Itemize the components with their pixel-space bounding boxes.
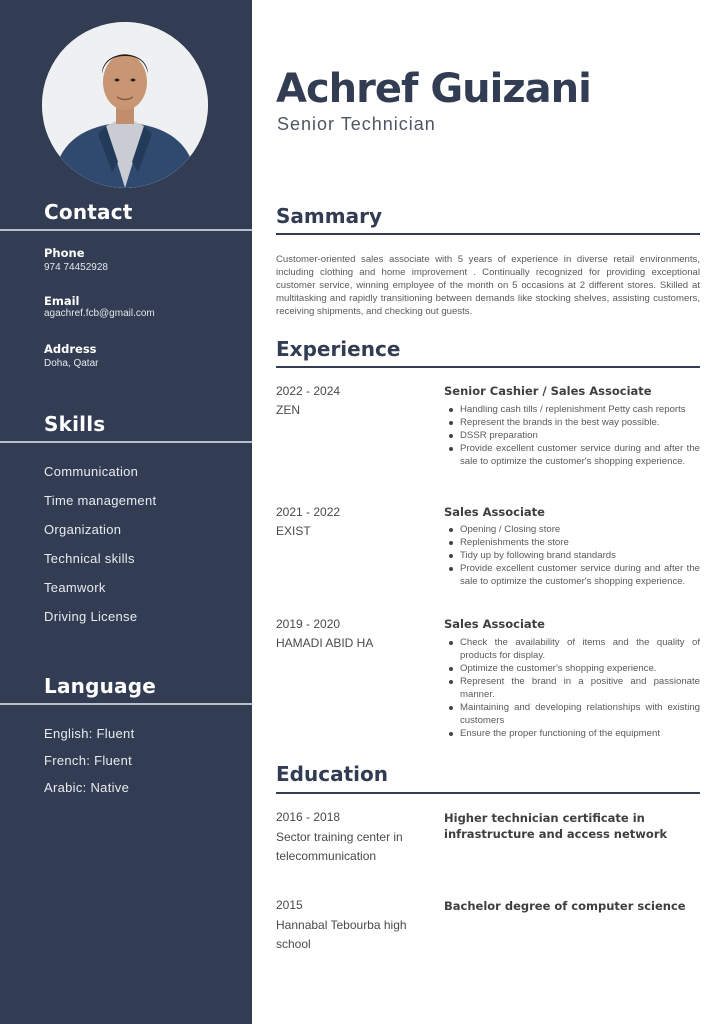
address-value: Doha, Qatar: [44, 358, 99, 369]
job-company: ZEN: [276, 403, 300, 417]
job-dates: 2022 - 2024: [276, 384, 341, 398]
skill-item: Organization: [44, 522, 122, 537]
bullet-item: Represent the brands in the best way possible.: [444, 416, 700, 429]
job-company: EXIST: [276, 524, 311, 538]
language-item: French: Fluent: [44, 753, 133, 768]
candidate-title: Senior Technician: [277, 114, 436, 134]
education-dates: 2015: [276, 898, 303, 912]
skill-item: Time management: [44, 493, 157, 508]
bullet-item: Replenishments the store: [444, 536, 700, 549]
skill-item: Teamwork: [44, 580, 106, 595]
bullet-item: Opening / Closing store: [444, 523, 700, 536]
skill-item: Technical skills: [44, 551, 135, 566]
phone-label: Phone: [44, 246, 85, 260]
job-bullets: [444, 636, 700, 740]
email-label: Email: [44, 294, 80, 308]
education-degree: Higher technician certificate in infrastructure and access network: [444, 811, 668, 841]
bullet-item: Maintaining and developing relationships with existing customers: [444, 701, 700, 727]
contact-divider: [0, 229, 252, 231]
address-label: Address: [44, 342, 97, 356]
skills-list: [44, 464, 156, 624]
language-divider: [0, 703, 252, 705]
job-dates: 2019 - 2020: [276, 617, 341, 631]
profile-photo-image: [42, 22, 208, 188]
language-item: Arabic: Native: [44, 780, 130, 795]
summary-heading: Sammary: [276, 204, 382, 228]
skills-divider: [0, 441, 252, 443]
job-role: Senior Cashier / Sales Associate: [444, 384, 652, 398]
skills-heading: Skills: [44, 412, 106, 436]
email-value: agachref.fcb@gmail.com: [44, 308, 155, 319]
job-dates: 2021 - 2022: [276, 505, 341, 519]
job-bullets: [444, 523, 700, 588]
education-dates: 2016 - 2018: [276, 810, 341, 824]
education-divider: [276, 792, 700, 794]
profile-photo: [42, 22, 208, 188]
bullet-item: Ensure the proper functioning of the equipment: [444, 727, 700, 740]
bullet-item: DSSR preparation: [444, 429, 700, 442]
bullet-item: Represent the brand in a positive and passionate manner.: [444, 675, 700, 701]
bullet-item: Tidy up by following brand standards: [444, 549, 700, 562]
summary-divider: [276, 233, 700, 235]
language-list: [44, 726, 135, 795]
language-heading: Language: [44, 674, 157, 698]
sidebar: [0, 0, 252, 1024]
experience-heading: Experience: [276, 337, 401, 361]
skill-item: Driving License: [44, 609, 138, 624]
education-heading: Education: [276, 762, 388, 786]
bullet-item: Provide excellent customer service during and after the sale to optimize the customer's shopping experience.: [444, 562, 700, 588]
job-role: Sales Associate: [444, 617, 545, 631]
bullet-item: Provide excellent customer service during and after the sale to optimize the customer's shopping experience.: [444, 442, 700, 468]
experience-divider: [276, 366, 700, 368]
job-role: Sales Associate: [444, 505, 545, 519]
bullet-item: Handling cash tills / replenishment Petty cash reports: [444, 403, 700, 416]
bullet-item: Check the availability of items and the quality of products for display.: [444, 636, 700, 662]
contact-heading: Contact: [44, 200, 133, 224]
education-school: Hannabal Tebourba high school: [276, 918, 407, 951]
phone-value: 974 74452928: [44, 262, 108, 273]
bullet-item: Optimize the customer's shopping experience.: [444, 662, 700, 675]
summary-text: Customer-oriented sales associate with 5 years of experience in diverse retail environments, including clothing and home improvement . Continually recognized for providing exceptional customer service, winning employee of the month on 5 occasions at 2 different stores. Skilled at multitasking and rapidly transitioning between demands like stocking shelves, assisting customers, receiving shipments, and checking out guests.: [276, 254, 700, 317]
job-bullets: [444, 403, 700, 468]
education-school: Sector training center in telecommunication: [276, 830, 403, 863]
language-item: English: Fluent: [44, 726, 135, 741]
candidate-name: Achref Guizani: [276, 66, 591, 112]
job-company: HAMADI ABID HA: [276, 636, 374, 650]
education-degree: Bachelor degree of computer science: [444, 899, 686, 913]
skill-item: Communication: [44, 464, 139, 479]
